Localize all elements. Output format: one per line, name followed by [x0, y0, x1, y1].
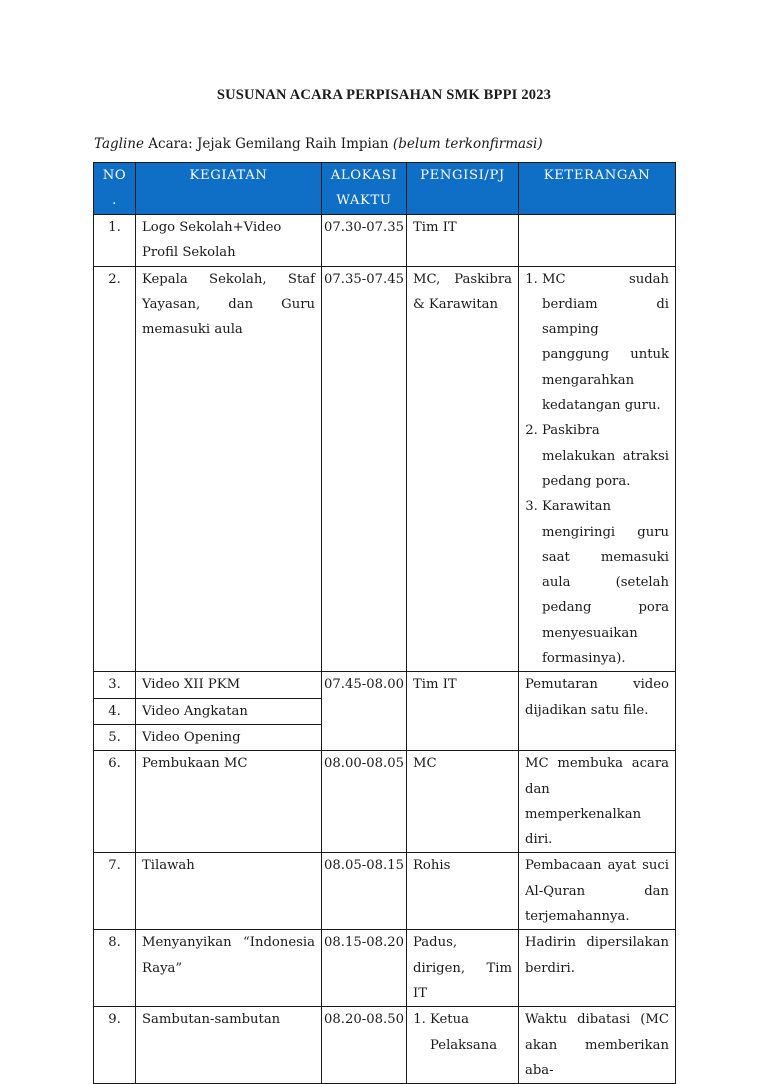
header-kegiatan: KEGIATAN	[136, 163, 322, 215]
row-pengisi	[407, 1007, 519, 1084]
tagline-note: (belum terkonfirmasi)	[392, 136, 543, 152]
row-number: 4.	[94, 698, 136, 724]
row-kegiatan: Tilawah	[136, 853, 322, 930]
row-pengisi: Tim IT	[407, 672, 519, 751]
row-keterangan: Pembacaan ayat suci Al-Quran dan terjemahannya.	[519, 853, 676, 930]
table-row	[94, 215, 676, 267]
row-waktu: 07.35-07.45	[322, 266, 407, 672]
row-keterangan: MC membuka acara dan memperkenalkan diri.	[519, 751, 676, 853]
header-keterangan: KETERANGAN	[519, 163, 676, 215]
header-pengisi: PENGISI/PJ	[407, 163, 519, 215]
table-row	[94, 266, 676, 672]
table-header-row	[94, 163, 676, 215]
row-kegiatan: Logo Sekolah+Video Profil Sekolah	[136, 215, 322, 267]
row-waktu: 08.20-08.50	[322, 1007, 407, 1084]
row-kegiatan: Sambutan-sambutan	[136, 1007, 322, 1084]
row-keterangan: Waktu dibatasi (MC akan memberikan aba-	[519, 1007, 676, 1084]
row-kegiatan: Pembukaan MC	[136, 751, 322, 853]
table-row	[94, 751, 676, 853]
tagline-label: Tagline	[94, 136, 144, 152]
row-waktu: 08.05-08.15	[322, 853, 407, 930]
row-number: 1.	[94, 215, 136, 267]
row-kegiatan: Video Opening	[136, 724, 322, 750]
row-kegiatan: Video XII PKM	[136, 672, 322, 698]
document-title: SUSUNAN ACARA PERPISAHAN SMK BPPI 2023	[216, 87, 552, 103]
header-alokasi-waktu: ALOKASI WAKTU	[322, 163, 407, 215]
row-pengisi: Tim IT	[407, 215, 519, 267]
row-pengisi: Rohis	[407, 853, 519, 930]
row-waktu: 07.45-08.00	[322, 672, 407, 751]
list-item: 2. Paskibra melakukan atraksi pedang pora.	[542, 418, 669, 494]
row-number: 5.	[94, 724, 136, 750]
row-kegiatan: Menyanyikan “Indonesia Raya”	[136, 930, 322, 1007]
row-number: 6.	[94, 751, 136, 853]
table-row	[94, 853, 676, 930]
row-keterangan	[519, 266, 676, 672]
row-pengisi: MC, Paskibra & Karawitan	[407, 266, 519, 672]
row-number: 7.	[94, 853, 136, 930]
tagline	[94, 136, 543, 152]
table-row	[94, 930, 676, 1007]
table-row	[94, 672, 676, 698]
row-number: 2.	[94, 266, 136, 672]
row-pengisi: MC	[407, 751, 519, 853]
row-waktu: 08.00-08.05	[322, 751, 407, 853]
row-number: 8.	[94, 930, 136, 1007]
row-waktu: 07.30-07.35	[322, 215, 407, 267]
row-kegiatan: Video Angkatan	[136, 698, 322, 724]
row-keterangan	[519, 215, 676, 267]
list-item: 1. Ketua Pelaksana	[430, 1007, 512, 1058]
list-item: 3. Karawitan mengiringi guru saat memasuki aula (setelah pedang pora menyesuaikan formasinya).	[542, 494, 669, 671]
row-kegiatan: Kepala Sekolah, Staf Yayasan, dan Guru memasuki aula	[136, 266, 322, 672]
row-pengisi: Padus, dirigen, Tim IT	[407, 930, 519, 1007]
row-keterangan: Hadirin dipersilakan berdiri.	[519, 930, 676, 1007]
row-keterangan: Pemutaran video dijadikan satu file.	[519, 672, 676, 751]
table-row	[94, 1007, 676, 1084]
row-number: 9.	[94, 1007, 136, 1084]
list-item: 1. MC sudah berdiam di samping panggung untuk mengarahkan kedatangan guru.	[542, 267, 669, 419]
header-no: NO .	[94, 163, 136, 215]
row-number: 3.	[94, 672, 136, 698]
pengisi-list	[413, 1007, 512, 1058]
schedule-table	[93, 162, 676, 1084]
tagline-text: Acara: Jejak Gemilang Raih Impian	[143, 136, 393, 152]
row-waktu: 08.15-08.20	[322, 930, 407, 1007]
keterangan-list	[525, 267, 669, 672]
